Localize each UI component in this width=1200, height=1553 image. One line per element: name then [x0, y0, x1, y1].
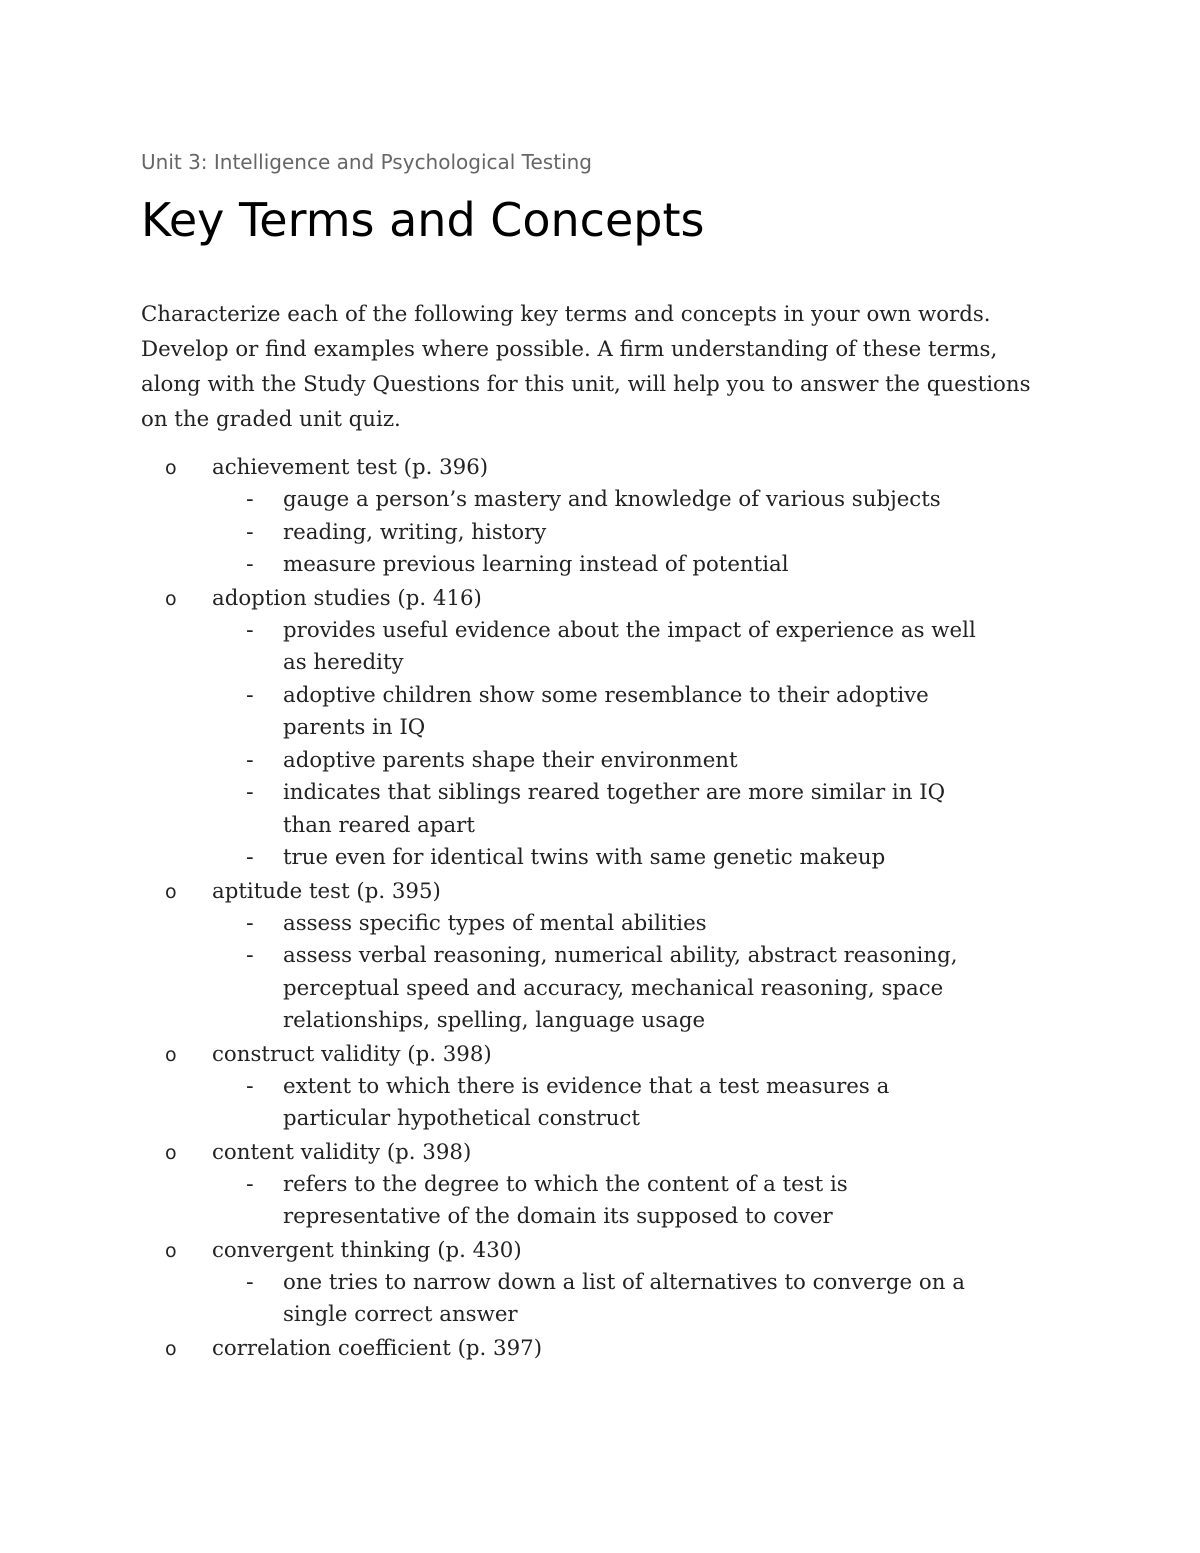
term-note-text: [283, 549, 1066, 582]
term-label: content validity (p. 398): [212, 1139, 472, 1165]
hollow-bullet-icon: o: [165, 880, 177, 903]
term-notes-list: [141, 1169, 1066, 1234]
term-label: construct validity (p. 398): [212, 1041, 492, 1067]
term-note-line: provides useful evidence about the impact of experience as well: [283, 617, 976, 643]
term-note-line: one tries to narrow down a list of alternatives to converge on a: [283, 1269, 965, 1295]
term-note-text: [283, 1267, 1066, 1332]
term-label: achievement test (p. 396): [212, 455, 489, 480]
dash-bullet-icon: -: [246, 552, 254, 577]
hollow-bullet-icon: o: [165, 457, 177, 479]
term-label: aptitude test (p. 395): [212, 878, 441, 904]
term-heading: [141, 451, 1066, 484]
intro-line: on the graded unit quiz.: [141, 407, 401, 432]
term-notes-list: [141, 615, 1066, 875]
term-heading: [141, 1234, 1066, 1267]
term-note-text: [283, 745, 1066, 778]
term-note: [141, 517, 1066, 550]
page-title: Key Terms and Concepts: [141, 193, 705, 247]
intro-paragraph: [141, 297, 1066, 437]
term-heading: [141, 1038, 1066, 1071]
term-item: [141, 875, 1066, 1038]
term-note: [141, 1071, 1066, 1136]
term-heading: [141, 1136, 1066, 1169]
dash-bullet-icon: -: [246, 519, 254, 545]
intro-line: Develop or find examples where possible. A firm understanding of these terms,: [141, 337, 998, 362]
term-note-text: [283, 484, 1066, 517]
term-label: adoption studies (p. 416): [212, 585, 482, 611]
term-note-line: adoptive parents shape their environment: [283, 747, 738, 773]
term-note-text: [283, 680, 1066, 745]
term-note-text: [283, 842, 1066, 875]
dash-bullet-icon: -: [246, 910, 254, 936]
dash-bullet-icon: -: [246, 943, 254, 968]
term-label: convergent thinking (p. 430): [212, 1237, 522, 1263]
term-note-text: [283, 1169, 1066, 1234]
term-note-text: [283, 517, 1066, 550]
term-note-line: extent to which there is evidence that a test measures a: [283, 1073, 890, 1099]
term-note-line: perceptual speed and accuracy, mechanical reasoning, space: [283, 975, 944, 1001]
term-notes-list: [141, 484, 1066, 582]
term-note-text: [283, 1071, 1066, 1136]
term-note-text: [283, 777, 1066, 842]
term-note-line: relationships, spelling, language usage: [283, 1008, 706, 1033]
term-note: [141, 1267, 1066, 1332]
term-note-text: [283, 908, 1066, 941]
term-note-line: adoptive children show some resemblance to their adoptive: [283, 682, 929, 708]
intro-line: along with the Study Questions for this unit, will help you to answer the questions: [141, 372, 1031, 397]
hollow-bullet-icon: o: [165, 1337, 177, 1360]
term-note-line: refers to the degree to which the content of a test is: [283, 1171, 848, 1197]
term-note-line: assess specific types of mental abilities: [283, 910, 707, 936]
term-note: [141, 745, 1066, 778]
dash-bullet-icon: -: [246, 747, 254, 773]
term-item: [141, 1038, 1066, 1136]
term-note-line: indicates that siblings reared together are more similar in IQ: [283, 780, 946, 805]
term-note-line: assess verbal reasoning, numerical ability, abstract reasoning,: [283, 943, 958, 968]
term-heading: [141, 582, 1066, 615]
term-note: [141, 908, 1066, 941]
term-note-line: reading, writing, history: [283, 519, 547, 545]
term-item: [141, 582, 1066, 875]
term-note: [141, 484, 1066, 517]
term-heading: [141, 1332, 1066, 1365]
dash-bullet-icon: -: [246, 487, 254, 512]
term-note-line: than reared apart: [283, 812, 475, 838]
term-note-line: measure previous learning instead of potential: [283, 552, 789, 577]
term-item: [141, 451, 1066, 582]
term-note: [141, 842, 1066, 875]
term-note-line: single correct answer: [283, 1302, 518, 1327]
key-terms-list: [141, 451, 1066, 1365]
hollow-bullet-icon: o: [165, 1141, 177, 1164]
term-note-text: [283, 940, 1066, 1038]
dash-bullet-icon: -: [246, 780, 254, 805]
hollow-bullet-icon: o: [165, 587, 177, 610]
term-note: [141, 1169, 1066, 1234]
dash-bullet-icon: -: [246, 682, 254, 708]
dash-bullet-icon: -: [246, 1171, 254, 1197]
term-label: correlation coefficient (p. 397): [212, 1335, 543, 1361]
term-item: [141, 1136, 1066, 1234]
term-note-line: as heredity: [283, 650, 404, 675]
term-note-line: true even for identical twins with same genetic makeup: [283, 845, 886, 870]
dash-bullet-icon: -: [246, 1269, 254, 1295]
term-heading: [141, 875, 1066, 908]
term-notes-list: [141, 1267, 1066, 1332]
term-note: [141, 777, 1066, 842]
term-note-line: gauge a person’s mastery and knowledge of various subjects: [283, 487, 941, 512]
intro-line: Characterize each of the following key terms and concepts in your own words.: [141, 302, 991, 327]
hollow-bullet-icon: o: [165, 1043, 177, 1066]
term-note-line: parents in IQ: [283, 715, 426, 740]
hollow-bullet-icon: o: [165, 1239, 177, 1262]
term-note-text: [283, 615, 1066, 680]
term-note: [141, 940, 1066, 1038]
term-notes-list: [141, 908, 1066, 1038]
term-item: [141, 1332, 1066, 1365]
term-note: [141, 615, 1066, 680]
dash-bullet-icon: -: [246, 1073, 254, 1099]
term-item: [141, 1234, 1066, 1332]
dash-bullet-icon: -: [246, 845, 254, 870]
term-note: [141, 549, 1066, 582]
dash-bullet-icon: -: [246, 617, 254, 643]
term-note: [141, 680, 1066, 745]
term-notes-list: [141, 1071, 1066, 1136]
term-note-line: particular hypothetical construct: [283, 1106, 640, 1131]
unit-subtitle: Unit 3: Intelligence and Psychological Testing: [141, 150, 592, 174]
term-note-line: representative of the domain its supposed to cover: [283, 1204, 833, 1229]
